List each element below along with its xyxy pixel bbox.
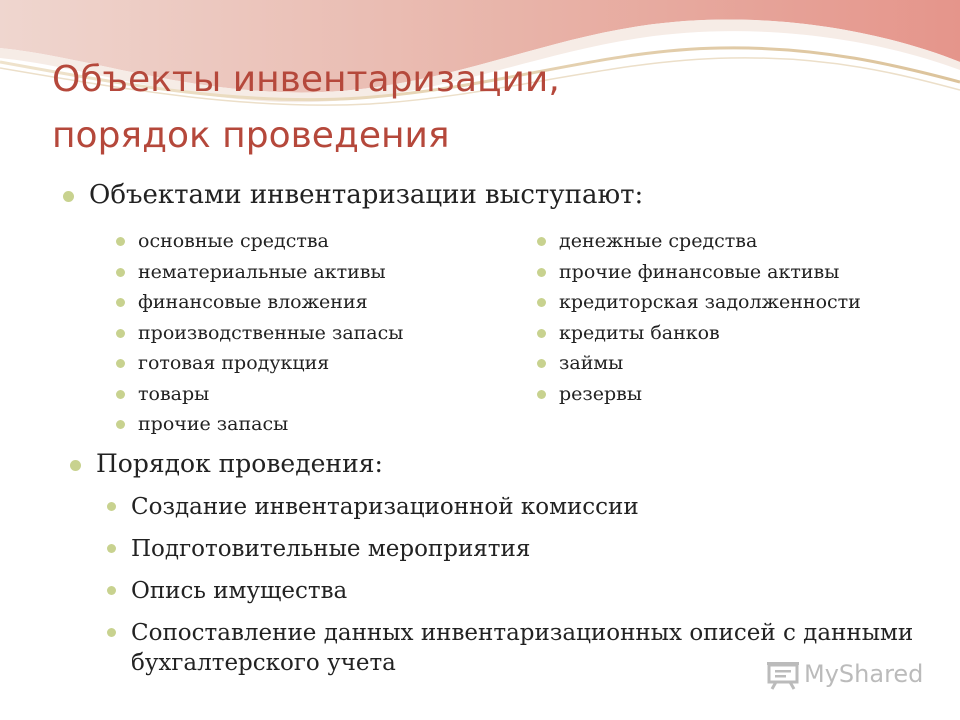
list-item bbox=[138, 318, 403, 349]
list-item bbox=[138, 226, 403, 257]
list-item-label: товары bbox=[138, 382, 210, 405]
list-item-label: Подготовительные мероприятия bbox=[131, 536, 531, 562]
list-item bbox=[138, 348, 403, 379]
list-item bbox=[559, 318, 861, 349]
bullet-dot-icon bbox=[537, 237, 546, 246]
list-item bbox=[559, 287, 861, 318]
list-item-label: денежные средства bbox=[559, 230, 758, 252]
list-item-label: прочие финансовые активы bbox=[559, 260, 840, 283]
bullet-dot-icon bbox=[116, 329, 125, 338]
list-item-label: нематериальные активы bbox=[138, 260, 386, 283]
bullet-dot-icon bbox=[116, 420, 125, 429]
slide-title-line-2: порядок проведения bbox=[52, 115, 450, 156]
list-item bbox=[131, 576, 921, 606]
list-item-label: готовая продукция bbox=[138, 352, 330, 374]
list-item bbox=[559, 348, 861, 379]
list-item bbox=[131, 534, 921, 564]
list-item bbox=[559, 257, 861, 288]
bullet-dot-icon bbox=[537, 268, 546, 277]
presentation-board-icon bbox=[766, 660, 800, 690]
slide-title-line-1: Объекты инвентаризации, bbox=[52, 59, 560, 100]
myshared-watermark bbox=[766, 656, 923, 692]
list-item-label: Создание инвентаризационной комиссии bbox=[131, 494, 639, 520]
list-item-label: прочие запасы bbox=[138, 413, 289, 435]
bullet-dot-icon bbox=[537, 329, 546, 338]
slide-title bbox=[52, 52, 912, 164]
objects-right-list bbox=[559, 226, 861, 409]
list-item bbox=[138, 409, 403, 440]
list-item bbox=[559, 226, 861, 257]
bullet-dot-icon bbox=[107, 586, 116, 595]
list-item-label: займы bbox=[559, 352, 624, 374]
objects-left-list bbox=[138, 226, 403, 440]
bullet-dot-icon bbox=[537, 298, 546, 307]
list-item bbox=[138, 257, 403, 288]
bullet-dot-icon bbox=[116, 237, 125, 246]
list-item-label: производственные запасы bbox=[138, 321, 404, 344]
list-item bbox=[131, 492, 921, 522]
watermark-text: MyShared bbox=[804, 660, 924, 688]
bullet-dot-icon bbox=[63, 191, 74, 202]
procedure-heading-text: Порядок проведения: bbox=[96, 449, 383, 478]
objects-heading bbox=[89, 180, 643, 210]
list-item-label: резервы bbox=[559, 382, 642, 405]
bullet-dot-icon bbox=[116, 359, 125, 368]
list-item bbox=[559, 379, 861, 410]
bullet-dot-icon bbox=[107, 502, 116, 511]
list-item-label: Сопоставление данных инвентаризационных описей с данными бухгалтерского учета bbox=[131, 620, 914, 676]
bullet-dot-icon bbox=[537, 359, 546, 368]
list-item-label: основные средства bbox=[138, 230, 329, 252]
bullet-dot-icon bbox=[107, 544, 116, 553]
objects-heading-text: Объектами инвентаризации выступают: bbox=[89, 180, 644, 210]
list-item-label: кредиты банков bbox=[559, 321, 720, 344]
list-item-label: финансовые вложения bbox=[138, 291, 368, 313]
bullet-dot-icon bbox=[70, 460, 81, 471]
bullet-dot-icon bbox=[107, 628, 116, 637]
list-item bbox=[138, 379, 403, 410]
list-item-label: Опись имущества bbox=[131, 578, 348, 604]
list-item bbox=[138, 287, 403, 318]
bullet-dot-icon bbox=[116, 298, 125, 307]
bullet-dot-icon bbox=[537, 390, 546, 399]
bullet-dot-icon bbox=[116, 390, 125, 399]
bullet-dot-icon bbox=[116, 268, 125, 277]
procedure-heading bbox=[96, 449, 383, 478]
list-item-label: кредиторская задолженности bbox=[559, 291, 861, 313]
